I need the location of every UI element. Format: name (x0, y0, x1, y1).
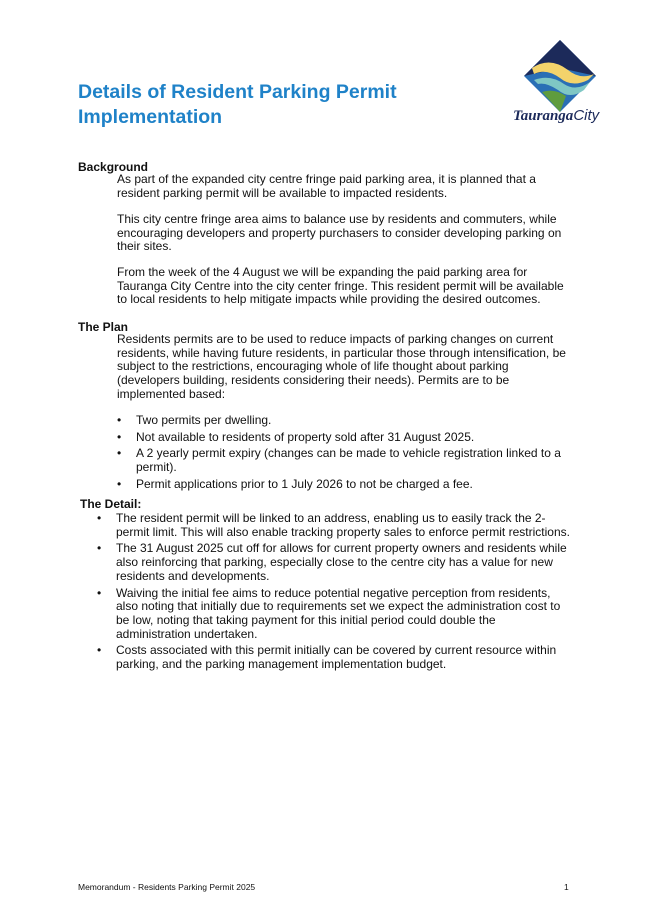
list-item: • Permit applications prior to 1 July 2026 to not be charged a fee. (117, 476, 473, 491)
detail-heading: The Detail: (80, 497, 142, 511)
background-paragraph-2: This city centre fringe area aims to balance use by residents and commuters, while encouraging developers and property purchasers to consider developing parking on their sites. (117, 212, 562, 254)
list-item: • Not available to residents of property sold after 31 August 2025. (117, 429, 475, 444)
list-item: • Two permits per dwelling. (117, 413, 272, 427)
plan-bullet-list (117, 414, 569, 495)
bullet-icon: • (97, 643, 102, 658)
plan-heading: The Plan (78, 320, 129, 334)
background-paragraph-3: From the week of the 4 August we will be expanding the paid parking area for Tauranga City Centre into the city center fringe. This resident permit will be available to local residents to help mitigate impacts while providing the desired outcomes. (117, 265, 564, 307)
background-paragraph-1: As part of the expanded city centre fringe paid parking area, it is planned that a resident parking permit will be available to impacted residents. (117, 172, 536, 200)
bullet-icon: • (117, 476, 122, 491)
bullet-icon: • (97, 511, 102, 525)
bullet-icon: • (97, 541, 102, 556)
list-item: • A 2 yearly permit expiry (changes can be made to vehicle registration linked to a permit). (117, 446, 561, 475)
bullet-icon: • (117, 429, 122, 444)
bullet-icon: • (117, 446, 122, 461)
bullet-icon: • (97, 585, 102, 600)
logo-word-city: City (573, 107, 600, 124)
page-title: Details of Resident Parking Permit Implementation (78, 81, 397, 128)
background-heading: Background (78, 160, 149, 174)
footer-document-name: Memorandum - Residents Parking Permit 2025 (78, 882, 256, 892)
list-item: • The 31 August 2025 cut off for allows for current property owners and residents while also reinforcing that parking, especially close to the centre city has a value for new residents and developments. (97, 541, 567, 583)
list-item: • The resident permit will be linked to an address, enabling us to easily track the 2-permit limit. This will also enable tracking property sales to enforce permit restrictions. (97, 511, 570, 539)
footer-page-number: 1 (564, 882, 569, 892)
detail-bullet-list (97, 512, 572, 675)
bullet-icon: • (117, 413, 122, 427)
logo-wordmark (513, 107, 613, 125)
list-item: • Costs associated with this permit initially can be covered by current resource within parking, and the parking management implementation budget. (97, 643, 557, 672)
logo-word-tauranga: Tauranga (513, 108, 574, 124)
plan-paragraph: Residents permits are to be used to reduce impacts of parking changes on current residents, while having future residents, in particular those through intensification, be subject to the restrictions, encouraging whole of life thought about parking (developers building, residents considering their needs). Permits are to be implemented based: (117, 332, 566, 401)
list-item: • Waiving the initial fee aims to reduce potential negative perception from residents, also noting that initially due to requirements set we expect the administration cost to be low, noting that taking payment for this initial period could double the administration undertaken. (97, 585, 561, 641)
